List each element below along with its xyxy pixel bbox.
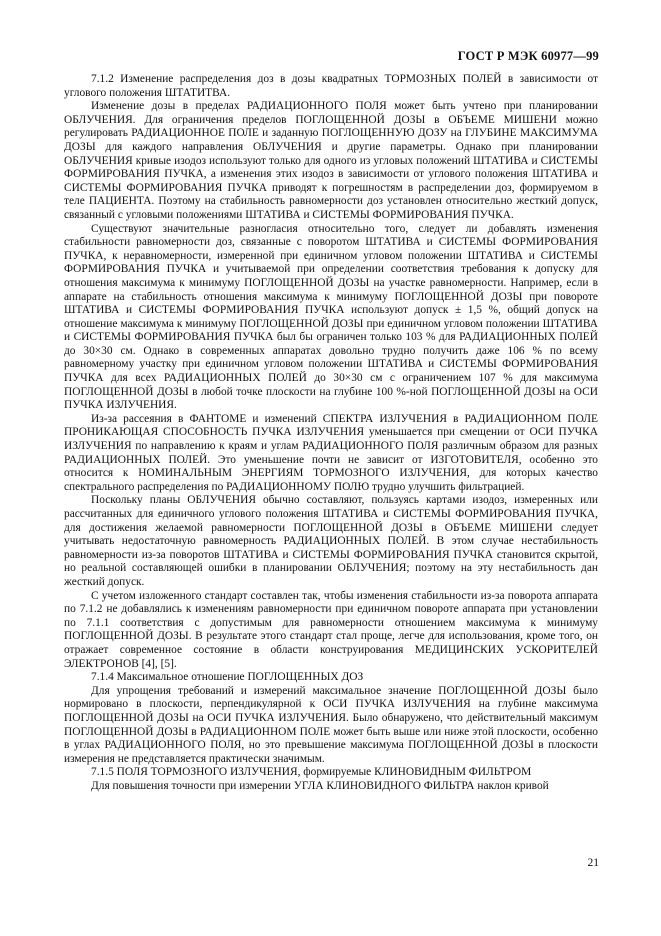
page-number: 21 (587, 857, 599, 869)
document-header: ГОСТ Р МЭК 60977—99 (457, 49, 599, 63)
paragraph: Поскольку планы ОБЛУЧЕНИЯ обычно составляют, пользуясь картами изодоз, измеренных или рассчитанных для единичного углового положения ШТАТИВА и СИСТЕМЫ ФОРМИРОВАНИЯ ПУЧКА, для достижения желаемой равномерности ПОГЛОЩЕННОЙ ДОЗЫ в ОБЪЕМЕ МИШЕНИ следует учитывать недостаточную равномерность РАДИАЦИОННЫХ ПОЛЕЙ. В этом случае нестабильность равномерности из-за поворотов ШТАТИВА и СИСТЕМЫ ФОРМИРОВАНИЯ ПУЧКА становится скрытой, но реальной составляющей ошибки в планировании ОБЛУЧЕНИЯ; поэтому на эту нестабильность дан жесткий допуск. (64, 494, 598, 588)
paragraph: Существуют значительные разногласия относительно того, следует ли добавлять изменения стабильности равномерности доз, связанные с поворотом ШТАТИВА и СИСТЕМЫ ФОРМИРОВАНИЯ ПУЧКА, к неравномерности, измеренной при единичном угловом положении ШТАТИВА и СИСТЕМЫ ФОРМИРОВАНИЯ ПУЧКА и учитываемой при определении соответствия требования к допуску для отношения максимума к минимуму ПОГЛОЩЕННОЙ ДОЗЫ на участке равномерности. Например, если в аппарате на стабильность отношения максимума к минимуму ПОГЛОЩЕННОЙ ДОЗЫ при повороте ШТАТИВА и СИСТЕМЫ ФОРМИРОВАНИЯ ПУЧКА используют допуск ± 1,5 %, общий допуск на отношение максимума к минимуму ПОГЛОЩЕННОЙ ДОЗЫ при единичном угловом положении ШТАТИВА и СИСТЕМЫ ФОРМИРОВАНИЯ ПУЧКА был бы ограничен только 103 % для РАДИАЦИОННЫХ ПОЛЕЙ до 30×30 см. Однако в современных аппаратах довольно трудно получить даже 106 % по всему равномерному участку при единичном угловом положении ШТАТИВА и СИСТЕМЫ ФОРМИРОВАНИЯ ПУЧКА для всех РАДИАЦИОННЫХ ПОЛЕЙ до 30×30 см с ограничением 107 % для максимума ПОГЛОЩЕННОЙ ДОЗЫ в любой точке плоскости на глубине 100 %-ной ПОГЛОЩЕННОЙ ДОЗЫ на ОСИ ПУЧКА ИЗЛУЧЕНИЯ. (64, 222, 598, 412)
paragraph: С учетом изложенного стандарт составлен так, чтобы изменения стабильности из-за поворота аппарата по 7.1.2 не добавлялись к изменениям равномерности при единичном повороте аппарата при установлении по 7.1.1 соответствия с допустимым для равномерности отношением максимума к минимуму ПОГЛОЩЕННОЙ ДОЗЫ. В результате этого стандарт стал проще, легче для использования, кроме того, он отражает современное состояние в области конструирования МЕДИЦИНСКИХ УСКОРИТЕЛЕЙ ЭЛЕКТРОНОВ [4], [5]. (64, 589, 598, 670)
document-body (64, 73, 598, 793)
paragraph: Для упрощения требований и измерений максимальное значение ПОГЛОЩЕННОЙ ДОЗЫ было нормировано в плоскости, перпендикулярной к ОСИ ПУЧКА ИЗЛУЧЕНИЯ на глубине максимума ПОГЛОЩЕННОЙ ДОЗЫ на ОСИ ПУЧКА ИЗЛУЧЕНИЯ. Было обнаружено, что действительный максимум ПОГЛОЩЕННОЙ ДОЗЫ в РАДИАЦИОННОМ ПОЛЕ может быть выше или ниже этой плоскости, особенно в углах РАДИАЦИОННОГО ПОЛЯ, но это превышение максимума ПОГЛОЩЕННОЙ ДОЗЫ в плоскости измерения не представляется практически значимым. (64, 684, 598, 765)
paragraph: Изменение дозы в пределах РАДИАЦИОННОГО ПОЛЯ может быть учтено при планировании ОБЛУЧЕНИЯ. Для ограничения пределов ПОГЛОЩЕННОЙ ДОЗЫ в ОБЪЕМЕ МИШЕНИ можно регулировать РАДИАЦИОННОЕ ПОЛЕ и заданную ПОГЛОЩЕННУЮ ДОЗУ на ГЛУБИНЕ МАКСИМУМА ДОЗЫ для каждого направления ОБЛУЧЕНИЯ и другие параметры. Однако при планировании ОБЛУЧЕНИЯ кривые изодоз используют только для одного из угловых положений ШТАТИВА и СИСТЕМЫ ФОРМИРОВАНИЯ ПУЧКА, а изменения этих изодоз в зависимости от углового положения ШТАТИВА и СИСТЕМЫ ФОРМИРОВАНИЯ ПУЧКА приводят к погрешностям в распределении доз, формируемом в теле ПАЦИЕНТА. Поэтому на стабильность равномерности доз установлен относительно жесткий допуск, связанный с угловыми положениями ШТАТИВА и СИСТЕМЫ ФОРМИРОВАНИЯ ПУЧКА. (64, 100, 598, 221)
paragraph: Из-за рассеяния в ФАНТОМЕ и изменений СПЕКТРА ИЗЛУЧЕНИЯ в РАДИАЦИОННОМ ПОЛЕ ПРОНИКАЮЩАЯ СПОСОБНОСТЬ ПУЧКА ИЗЛУЧЕНИЯ уменьшается при смещении от ОСИ ПУЧКА ИЗЛУЧЕНИЯ по направлению к краям и углам РАДИАЦИОННОГО ПОЛЯ различным образом для разных РАДИАЦИОННЫХ ПОЛЕЙ. Это уменьшение почти не зависит от ИЗГОТОВИТЕЛЯ, особенно это относится к НОМИНАЛЬНЫМ ЭНЕРГИЯМ ТОРМОЗНОГО ИЗЛУЧЕНИЯ, для которых качество спектрального распределения по РАДИАЦИОННОМУ ПОЛЮ трудно улучшить фильтрацией. (64, 412, 598, 493)
paragraph: Для повышения точности при измерении УГЛА КЛИНОВИДНОГО ФИЛЬТРА наклон кривой (91, 779, 549, 792)
section-7-1-5-title: 7.1.5 ПОЛЯ ТОРМОЗНОГО ИЗЛУЧЕНИЯ, формируемые КЛИНОВИДНЫМ ФИЛЬТРОМ (91, 766, 532, 779)
section-7-1-4-title: 7.1.4 Максимальное отношение ПОГЛОЩЕННЫХ ДОЗ (91, 671, 364, 684)
paragraph-7-1-2-title: 7.1.2 Изменение распределения доз в дозы квадратных ТОРМОЗНЫХ ПОЛЕЙ в зависимости от углового положения ШТАТИТВА. (64, 73, 598, 99)
